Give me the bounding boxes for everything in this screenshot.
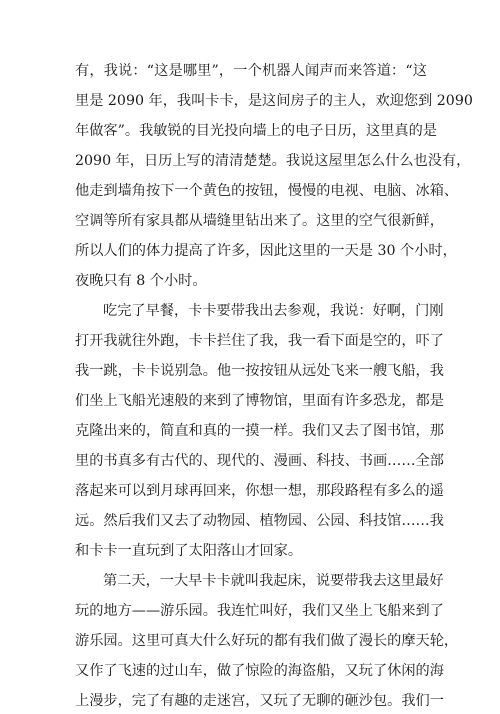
text-line: 年做客”。我敏锐的目光投向墙上的电子日历，这里真的是 <box>75 123 437 139</box>
paragraph-first-line: 吃完了早餐，卡卡要带我出去参观，我说：好啊，门刚 <box>103 303 444 319</box>
text-line: 上漫步，完了有趣的走迷宫，又玩了无聊的砸沙包。我们一 <box>75 693 444 709</box>
text-line: 和卡卡一直玩到了太阳落山才回家。 <box>75 543 303 559</box>
text-line: 们坐上飞船光速般的来到了博物馆，里面有许多恐龙，都是 <box>75 393 444 409</box>
text-line: 空调等所有家具都从墙缝里钻出来了。这里的空气很新鲜， <box>75 213 444 229</box>
text-line: 2090 年，日历上写的清清楚楚。我说这屋里怎么什么也没有， <box>75 153 471 169</box>
text-line: 游乐园。这里可真大什么好玩的都有我们做了漫长的摩天轮， <box>75 633 459 649</box>
text-line: 所以人们的体力提高了许多，因此这里的一天是 30 个小时， <box>75 243 457 259</box>
text-line: 里的书真多有古代的、现代的、漫画、科技、书画……全部 <box>75 453 444 469</box>
text-line: 打开我就往外跑，卡卡拦住了我，我一看下面是空的，吓了 <box>75 333 444 349</box>
text-line: 夜晚只有 8 个小时。 <box>75 273 207 289</box>
text-line: 我一跳，卡卡说别急。他一按按钮从远处飞来一艘飞船，我 <box>75 363 444 379</box>
text-line: 又作了飞速的过山车，做了惊险的海盗船，又玩了休闲的海 <box>75 663 444 679</box>
text-line: 远。然后我们又去了动物园、植物园、公园、科技馆……我 <box>75 513 444 529</box>
paragraph-first-line: 第二天，一大早卡卡就叫我起床，说要带我去这里最好 <box>103 573 444 589</box>
text-line: 里是 2090 年，我叫卡卡，是这间房子的主人，欢迎您到 2090 <box>75 93 473 109</box>
text-line: 落起来可以到月球再回来，你想一想，那段路程有多么的遥 <box>75 483 444 499</box>
text-line: 克隆出来的，简直和真的一摸一样。我们又去了图书馆，那 <box>75 423 444 439</box>
text-line: 玩的地方——游乐园。我连忙叫好，我们又坐上飞船来到了 <box>75 603 444 619</box>
text-line: 他走到墙角按下一个黄色的按钮，慢慢的电视、电脑、冰箱、 <box>75 183 459 199</box>
text-line: 有，我说：“这是哪里”，一个机器人闻声而来答道：“这 <box>75 63 427 79</box>
